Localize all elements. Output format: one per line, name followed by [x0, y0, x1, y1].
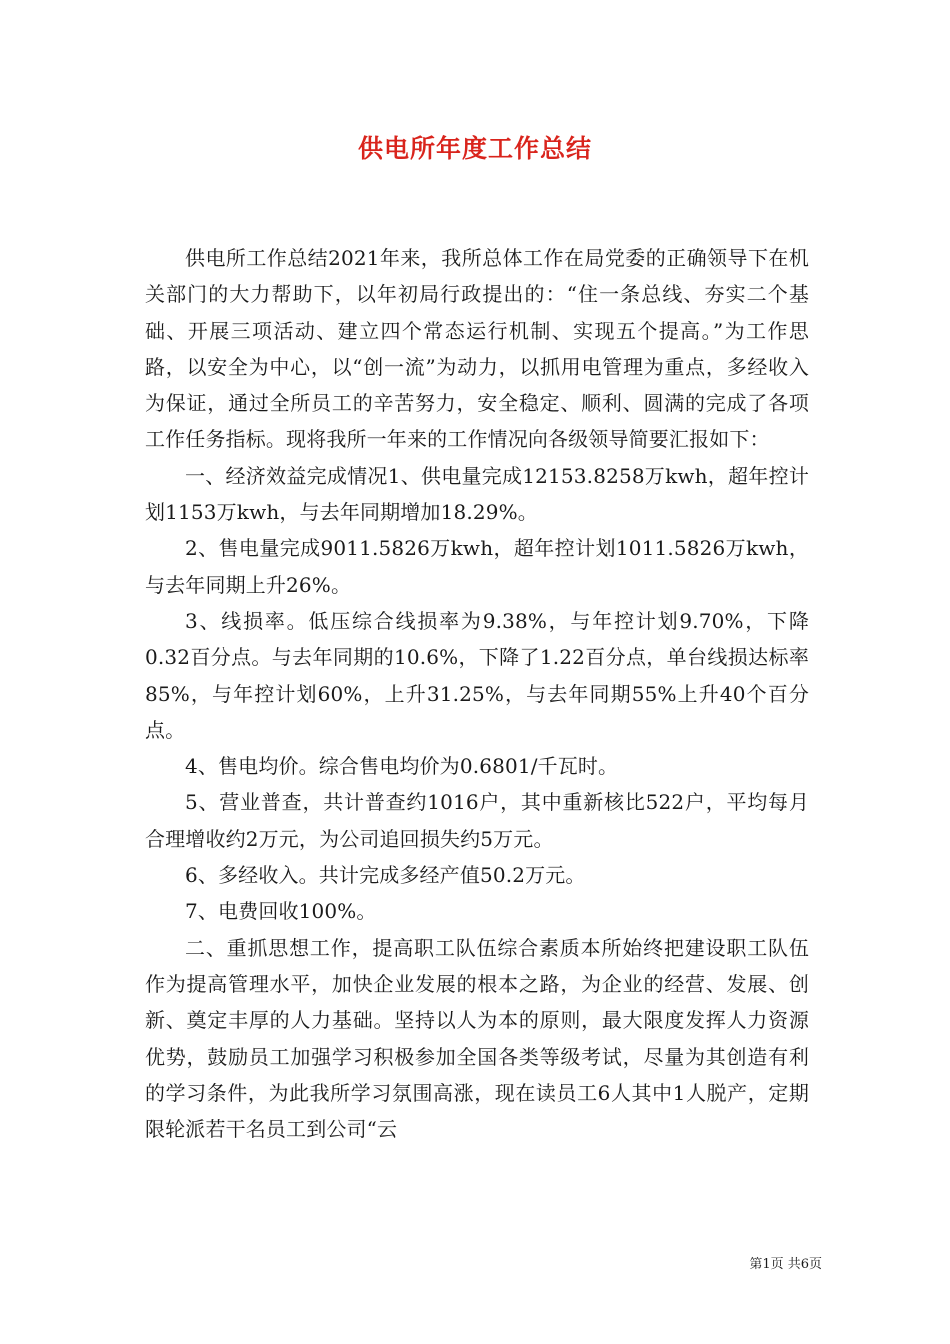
document-body: [145, 240, 809, 1147]
paragraph-economic-supply: 一、经济效益完成情况1、供电量完成12153.8258万kwh，超年控计划1153万kwh，与去年同期增加18.29%。: [145, 463, 809, 525]
paragraph-fee-recovery: 7、电费回收100%。: [185, 899, 377, 924]
paragraph-sales: 2、售电量完成9011.5826万kwh，超年控计划1011.5826万kwh，与去年同期上升26%。: [145, 536, 809, 597]
paragraph-average-price: 4、售电均价。综合售电均价为0.6801/千瓦时。: [185, 754, 619, 779]
paragraph-intro: 供电所工作总结2021年来，我所总体工作在局党委的正确领导下在机关部门的大力帮助下，以年初局行政提出的：“住一条总线、夯实二个基础、开展三项活动、建立四个常态运行机制、实现五个提高。”为工作思路，以安全为中心，以“创一流”为动力，以抓用电管理为重点，多经收入为保证，通过全所员工的辛苦努力，安全稳定、顺利、圆满的完成了各项工作任务指标。现将我所一年来的工作情况向各级领导简要汇报如下：: [145, 246, 809, 452]
paragraph-diversified-income: 6、多经收入。共计完成多经产值50.2万元。: [185, 863, 586, 888]
paragraph-business-census: 5、营业普查，共计普查约1016户，其中重新核比522户，平均每月合理增收约2万元，为公司追回损失约5万元。: [145, 790, 809, 851]
page-footer: 第1页 共6页: [749, 1257, 822, 1272]
document-title: 供电所年度工作总结: [357, 134, 592, 163]
paragraph-staff-quality: 二、重抓思想工作，提高职工队伍综合素质本所始终把建设职工队伍作为提高管理水平，加快企业发展的根本之路，为企业的经营、发展、创新、奠定丰厚的人力基础。坚持以人为本的原则，最大限度发挥人力资源优势，鼓励员工加强学习积极参加全国各类等级考试，尽量为其创造有利的学习条件，为此我所学习氛围高涨，现在读员工6人其中1人脱产，定期限轮派若干名员工到公司“云: [145, 935, 809, 1142]
paragraph-line-loss: 3、线损率。低压综合线损率为9.38%，与年控计划9.70%，下降0.32百分点。与去年同期的10.6%，下降了1.22百分点，单台线损达标率85%，与年控计划60%，上升31.25%，与去年同期55%上升40个百分点。: [145, 608, 809, 742]
